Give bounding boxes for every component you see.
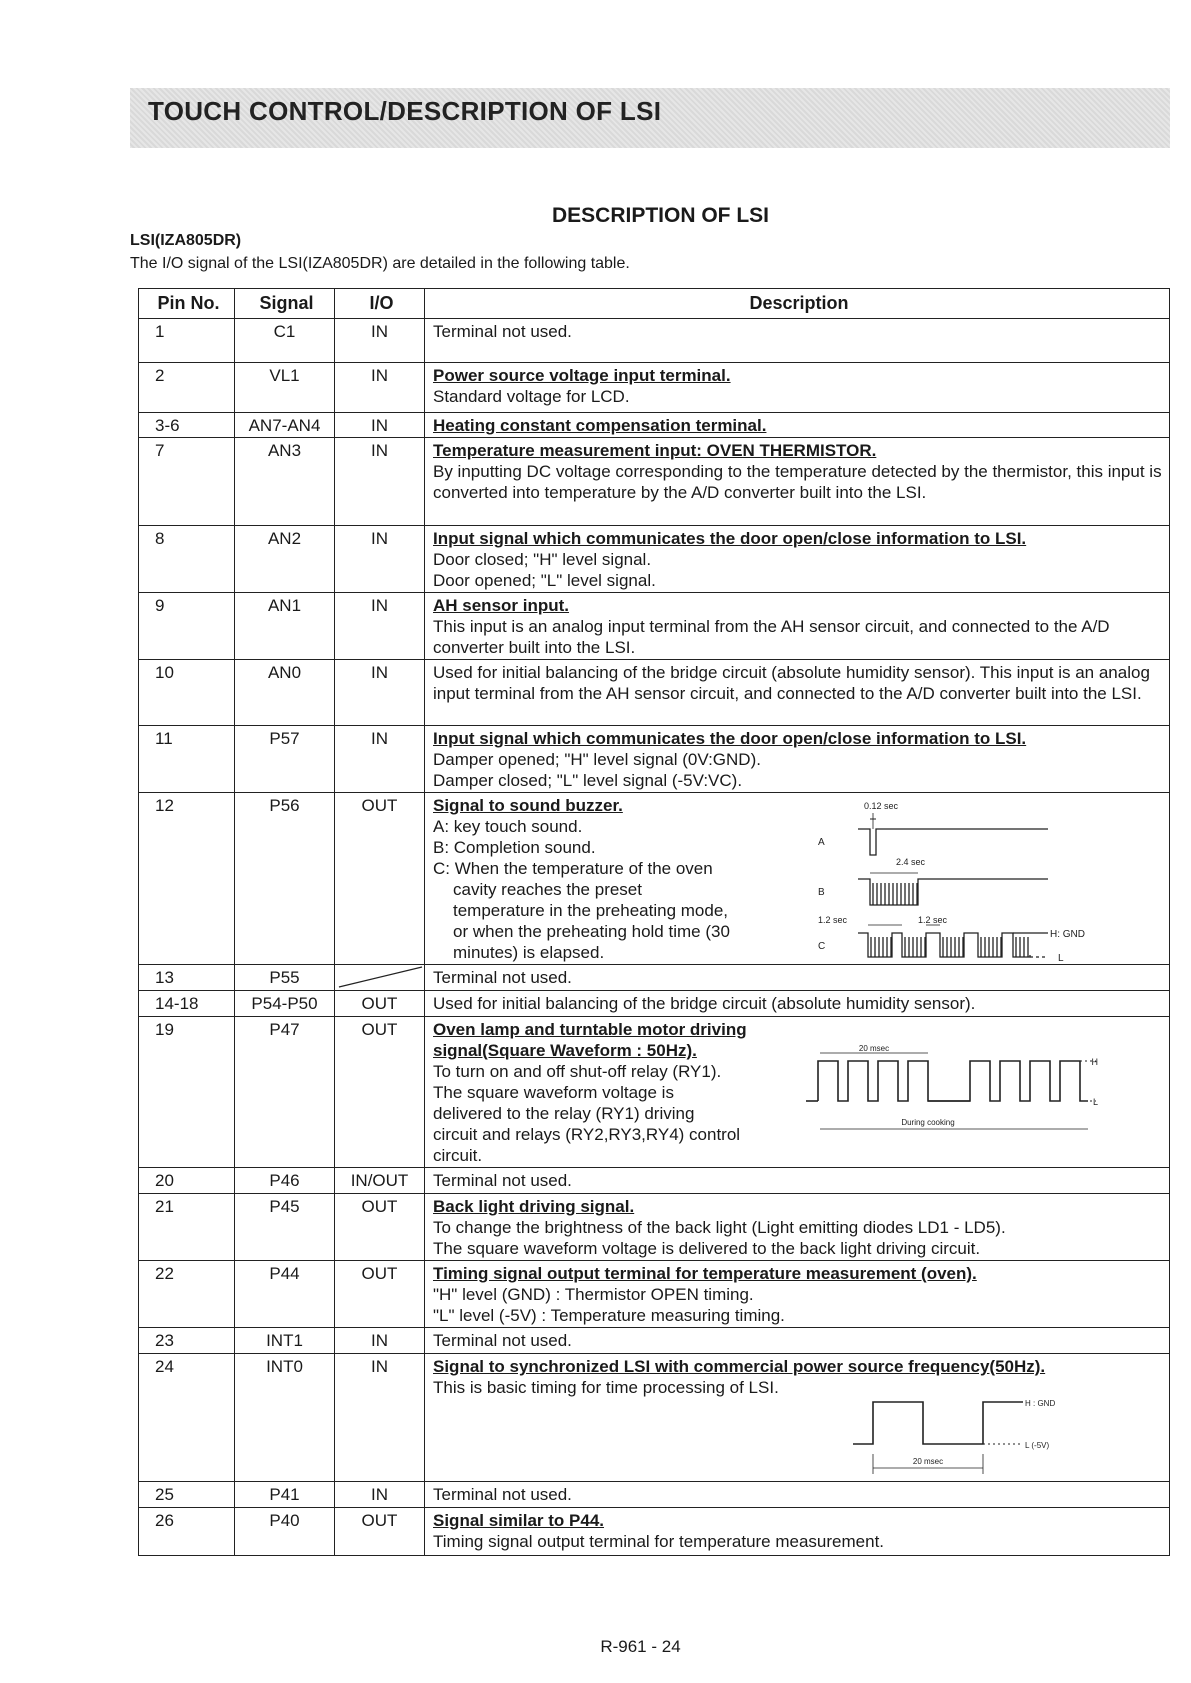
description-cell <box>425 793 1170 965</box>
description-line: or when the preheating hold time (30 <box>453 922 730 941</box>
description-line: To turn on and off shut-off relay (RY1). <box>433 1062 722 1081</box>
pin-cell: 12 <box>139 793 235 965</box>
pin-cell: 9 <box>139 593 235 660</box>
io-cell: IN <box>335 438 425 526</box>
description-line: Terminal not used. <box>433 1331 572 1350</box>
description-line: Used for initial balancing of the bridge circuit (absolute humidity sensor). This input is an analog input terminal from the AH sensor circuit, and connected to the A/D converter built into the LSI. <box>433 663 1150 703</box>
header-pin: Pin No. <box>139 289 235 319</box>
table-row <box>139 363 1170 413</box>
signal-cell: P55 <box>235 965 335 991</box>
description-line: A: key touch sound. <box>433 817 583 836</box>
description-line: Timing signal output terminal for temperature measurement. <box>433 1532 885 1551</box>
description-title: Signal similar to P44. <box>433 1511 605 1530</box>
signal-cell: P44 <box>235 1261 335 1328</box>
description-line: minutes) is elapsed. <box>453 943 605 962</box>
pin-cell: 26 <box>139 1508 235 1556</box>
table-row <box>139 660 1170 726</box>
table-row <box>139 793 1170 965</box>
table-row <box>139 1328 1170 1354</box>
io-cell: OUT <box>335 991 425 1017</box>
io-cell: IN <box>335 319 425 363</box>
table-row <box>139 726 1170 793</box>
io-cell: IN <box>335 1328 425 1354</box>
description-line: To change the brightness of the back light (Light emitting diodes LD1 - LD5). <box>433 1218 1006 1237</box>
description-cell <box>425 1017 1170 1168</box>
table-row <box>139 1354 1170 1482</box>
description-line: cavity reaches the preset <box>453 880 642 899</box>
description-title: AH sensor input. <box>433 596 570 615</box>
signal-cell: P56 <box>235 793 335 965</box>
io-cell: OUT <box>335 1017 425 1168</box>
description-title: Signal to sound buzzer. <box>433 796 623 815</box>
pin-cell: 22 <box>139 1261 235 1328</box>
description-title: Input signal which communicates the door open/close information to LSI. <box>433 729 1027 748</box>
description-line: The square waveform voltage is <box>433 1083 674 1102</box>
signal-cell: P57 <box>235 726 335 793</box>
pin-cell: 21 <box>139 1194 235 1261</box>
table-row <box>139 319 1170 363</box>
pin-cell: 1 <box>139 319 235 363</box>
description-line: Terminal not used. <box>433 1171 572 1190</box>
waveform-label: C <box>818 941 826 952</box>
description-line: The square waveform voltage is delivered to the back light driving circuit. <box>433 1239 981 1258</box>
table-row <box>139 526 1170 593</box>
sync-waveform-figure <box>853 1398 1093 1474</box>
signal-cell: AN1 <box>235 593 335 660</box>
description-cell <box>425 593 1170 660</box>
pin-cell: 19 <box>139 1017 235 1168</box>
intro-text: The I/O signal of the LSI(IZA805DR) are detailed in the following table. <box>130 255 630 272</box>
description-cell <box>425 1194 1170 1261</box>
buzzer-waveform-figure <box>818 799 1085 964</box>
description-title: Power source voltage input terminal. <box>433 366 731 385</box>
waveform-label: 20 msec <box>912 1457 944 1466</box>
io-cell: OUT <box>335 1508 425 1556</box>
description-cell <box>425 319 1170 363</box>
io-cell: IN <box>335 660 425 726</box>
waveform-label: L <box>1058 953 1064 964</box>
description-cell <box>425 726 1170 793</box>
description-cell <box>425 526 1170 593</box>
signal-cell: P46 <box>235 1168 335 1194</box>
pin-cell: 8 <box>139 526 235 593</box>
description-cell <box>425 1261 1170 1328</box>
description-line: Damper closed; "L" level signal (-5V:VC). <box>433 771 743 790</box>
io-cell: IN/OUT <box>335 1168 425 1194</box>
description-line: temperature in the preheating mode, <box>453 901 729 920</box>
waveform-label: H <box>1091 1057 1098 1067</box>
pin-cell: 7 <box>139 438 235 526</box>
io-cell: OUT <box>335 793 425 965</box>
description-line: Standard voltage for LCD. <box>433 387 630 406</box>
description-line: B: Completion sound. <box>433 838 596 857</box>
lsi-label: LSI(IZA805DR) <box>130 232 242 249</box>
description-line: Door closed; "H" level signal. <box>433 550 652 569</box>
waveform-label: H : GND <box>1025 1399 1056 1408</box>
not-applicable-slash <box>335 965 424 989</box>
description-title: Back light driving signal. <box>433 1197 635 1216</box>
description-title: Heating constant compensation terminal. <box>433 416 767 435</box>
header-description: Description <box>425 289 1170 319</box>
lsi-signal-table <box>138 288 1170 1556</box>
description-title: Input signal which communicates the door open/close information to LSI. <box>433 529 1027 548</box>
signal-cell: INT1 <box>235 1328 335 1354</box>
description-line: "L" level (-5V) : Temperature measuring timing. <box>433 1306 785 1325</box>
table-row <box>139 593 1170 660</box>
pin-cell: 10 <box>139 660 235 726</box>
waveform-label: L (-5V) <box>1025 1441 1050 1450</box>
description-cell <box>425 1482 1170 1508</box>
io-cell: IN <box>335 593 425 660</box>
waveform-label: L <box>1092 1097 1098 1107</box>
description-cell <box>425 660 1170 726</box>
description-line: Damper opened; "H" level signal (0V:GND). <box>433 750 761 769</box>
page-number: R-961 - 24 <box>600 1637 681 1656</box>
description-cell <box>425 1508 1170 1556</box>
description-title: Oven lamp and turntable motor driving signal(Square Waveform : 50Hz). <box>433 1020 747 1060</box>
header-io: I/O <box>335 289 425 319</box>
io-cell: OUT <box>335 1261 425 1328</box>
table-row <box>139 965 1170 991</box>
description-title: Timing signal output terminal for temperature measurement (oven). <box>433 1264 977 1283</box>
section-heading: DESCRIPTION OF LSI <box>551 204 769 227</box>
waveform-label: 1.2 sec <box>818 915 848 925</box>
pin-cell: 14-18 <box>139 991 235 1017</box>
signal-cell: AN0 <box>235 660 335 726</box>
description-cell <box>425 363 1170 413</box>
page-title: TOUCH CONTROL/DESCRIPTION OF LSI <box>148 96 662 126</box>
description-line: C: When the temperature of the oven <box>433 859 713 878</box>
io-cell: OUT <box>335 1194 425 1261</box>
waveform-label: H: GND <box>1050 929 1085 940</box>
pin-cell: 3-6 <box>139 413 235 438</box>
pin-cell: 20 <box>139 1168 235 1194</box>
table-row <box>139 1508 1170 1556</box>
pin-cell: 13 <box>139 965 235 991</box>
pin-cell: 2 <box>139 363 235 413</box>
waveform-label: 20 msec <box>858 1044 890 1053</box>
description-line: "H" level (GND) : Thermistor OPEN timing. <box>433 1285 754 1304</box>
table-row <box>139 991 1170 1017</box>
signal-cell: C1 <box>235 319 335 363</box>
header-signal: Signal <box>235 289 335 319</box>
signal-cell: INT0 <box>235 1354 335 1482</box>
description-line: Used for initial balancing of the bridge circuit (absolute humidity sensor). <box>433 994 976 1013</box>
description-line: This is basic timing for time processing of LSI. <box>433 1378 779 1397</box>
signal-cell: P40 <box>235 1508 335 1556</box>
description-line: circuit. <box>433 1146 483 1165</box>
description-line: Terminal not used. <box>433 322 572 341</box>
description-cell <box>425 1168 1170 1194</box>
pin-cell: 25 <box>139 1482 235 1508</box>
io-cell: IN <box>335 363 425 413</box>
description-title: Temperature measurement input: OVEN THERMISTOR. <box>433 441 877 460</box>
table-row <box>139 1482 1170 1508</box>
table-row <box>139 1194 1170 1261</box>
signal-cell: AN3 <box>235 438 335 526</box>
relay-waveform-figure <box>798 1043 1098 1139</box>
waveform-label: 1.2 sec <box>918 915 948 925</box>
pin-cell: 24 <box>139 1354 235 1482</box>
description-line: delivered to the relay (RY1) driving <box>433 1104 695 1123</box>
signal-cell: P41 <box>235 1482 335 1508</box>
waveform-label: A <box>818 837 825 848</box>
table-row <box>139 1017 1170 1168</box>
description-line: circuit and relays (RY2,RY3,RY4) control <box>433 1125 741 1144</box>
description-cell <box>425 965 1170 991</box>
io-cell <box>335 965 425 991</box>
table-row <box>139 438 1170 526</box>
waveform-label: 2.4 sec <box>896 857 926 867</box>
pin-cell: 11 <box>139 726 235 793</box>
table-row <box>139 1168 1170 1194</box>
description-cell <box>425 1328 1170 1354</box>
signal-cell: P47 <box>235 1017 335 1168</box>
description-line: Terminal not used. <box>433 968 572 987</box>
description-cell <box>425 991 1170 1017</box>
description-cell <box>425 1354 1170 1482</box>
table-row <box>139 413 1170 438</box>
description-line: This input is an analog input terminal from the AH sensor circuit, and connected to the A/D converter built into the LSI. <box>433 617 1110 657</box>
signal-cell: P45 <box>235 1194 335 1261</box>
description-title: Signal to synchronized LSI with commercial power source frequency(50Hz). <box>433 1357 1046 1376</box>
description-line: Terminal not used. <box>433 1485 572 1504</box>
signal-cell: AN2 <box>235 526 335 593</box>
io-cell: IN <box>335 1482 425 1508</box>
description-cell <box>425 413 1170 438</box>
signal-cell: AN7-AN4 <box>235 413 335 438</box>
description-line: By inputting DC voltage corresponding to the temperature detected by the thermistor, this input is converted into temperature by the A/D converter built into the LSI. <box>433 462 1162 502</box>
signal-cell: VL1 <box>235 363 335 413</box>
waveform-label: B <box>818 887 825 898</box>
io-cell: IN <box>335 526 425 593</box>
waveform-label: During cooking <box>901 1118 955 1127</box>
io-cell: IN <box>335 726 425 793</box>
description-cell <box>425 438 1170 526</box>
io-cell: IN <box>335 413 425 438</box>
description-line: Door opened; "L" level signal. <box>433 571 656 590</box>
table-row <box>139 1261 1170 1328</box>
table-header-row <box>139 289 1170 319</box>
pin-cell: 23 <box>139 1328 235 1354</box>
io-cell: IN <box>335 1354 425 1482</box>
waveform-label: 0.12 sec <box>864 801 899 811</box>
signal-cell: P54-P50 <box>235 991 335 1017</box>
